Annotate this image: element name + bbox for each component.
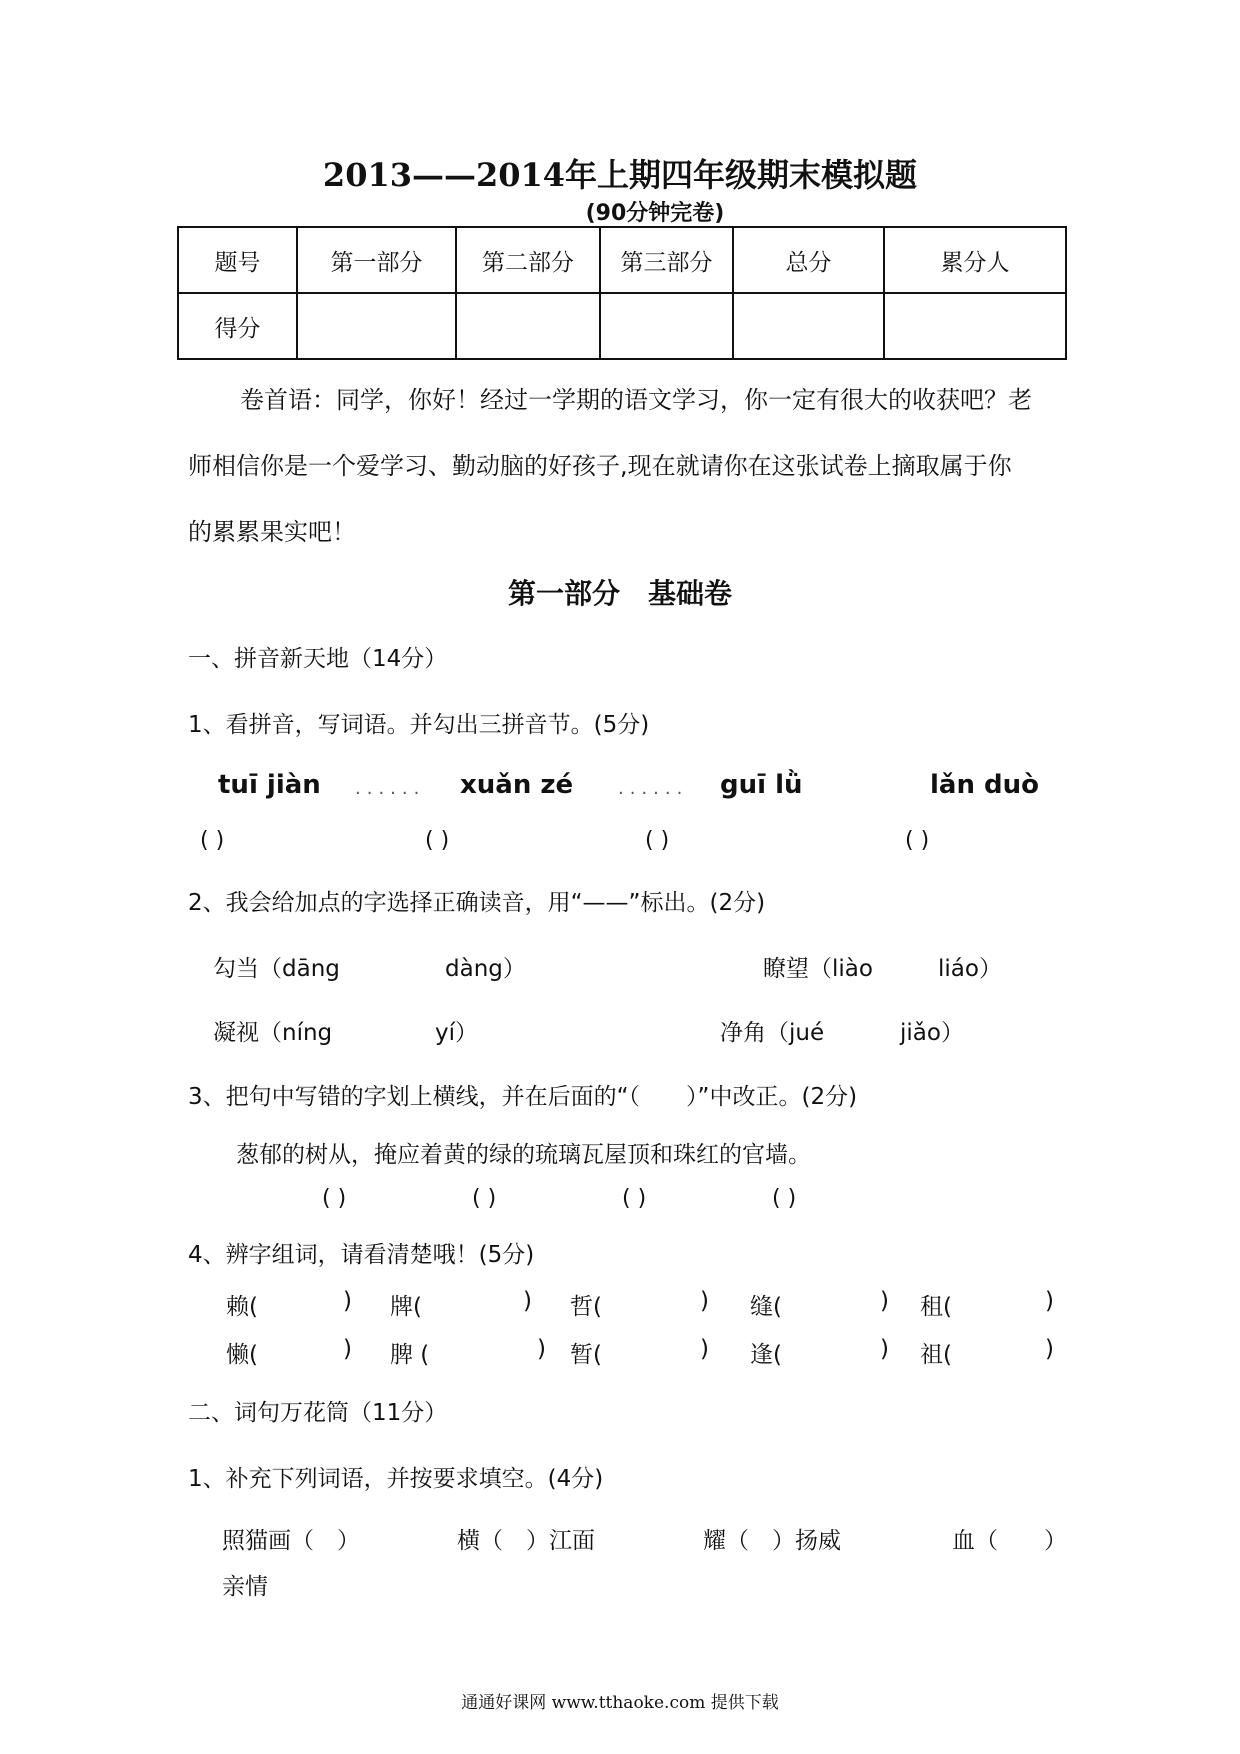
q1-text: 1、看拼音，写词语。并勾出三拼音节。(5分)	[188, 712, 650, 738]
q2-item-3: 凝视（níng	[213, 1020, 333, 1046]
q4-char: 暂(	[570, 1342, 602, 1368]
s2-q1-item: 照猫画（ ）	[222, 1528, 360, 1554]
answer-blank[interactable]: ( )	[622, 1186, 647, 1211]
dots-2: ......	[618, 778, 689, 799]
s2-q1-text: 1、补充下列词语，并按要求填空。(4分)	[188, 1466, 604, 1492]
q4-char: 哲(	[570, 1294, 602, 1320]
q3-text: 3、把句中写错的字划上横线，并在后面的“（ ）”中改正。(2分)	[188, 1084, 858, 1110]
q2-text: 2、我会给加点的字选择正确读音，用“——”标出。(2分)	[188, 890, 766, 916]
pinyin-1: tuī jiàn	[218, 770, 321, 800]
q4-char: 牌(	[390, 1294, 422, 1320]
score-table-score-row	[178, 293, 1066, 359]
q4-char: 祖(	[920, 1342, 952, 1368]
score-header-cell: 题号	[178, 227, 297, 293]
q2-item-2: 瞭望（liào	[763, 956, 873, 982]
score-header-cell: 累分人	[884, 227, 1066, 293]
intro-line-1: 卷首语：同学，你好！经过一学期的语文学习，你一定有很大的收获吧？老	[240, 386, 1032, 414]
q4-close: )	[343, 1336, 352, 1362]
q4-close: )	[523, 1288, 532, 1314]
q4-close: )	[700, 1336, 709, 1362]
answer-blank[interactable]: ( )	[472, 1186, 497, 1211]
footer-credit: 通通好课网 www.tthaoke.com 提供下载	[461, 1693, 779, 1713]
s2-q1-item: 耀（ ）扬威	[703, 1528, 841, 1554]
q4-char: 缝(	[750, 1294, 782, 1320]
score-header-cell: 第二部分	[456, 227, 600, 293]
score-cell[interactable]	[884, 293, 1066, 359]
q4-char: 脾 (	[390, 1342, 430, 1368]
q2-item-4: 净角（jué	[720, 1020, 825, 1046]
score-cell[interactable]	[456, 293, 600, 359]
q4-close: )	[880, 1336, 889, 1362]
q4-char: 逢(	[750, 1342, 782, 1368]
q2-item-1-alt[interactable]: dàng）	[445, 956, 526, 982]
score-cell[interactable]	[297, 293, 456, 359]
q4-close: )	[1045, 1336, 1054, 1362]
q4-close: )	[880, 1288, 889, 1314]
intro-line-3: 的累累果实吧！	[188, 518, 356, 546]
score-cell[interactable]	[733, 293, 884, 359]
q2-item-2-alt[interactable]: liáo）	[938, 956, 1002, 982]
section1-heading: 一、拼音新天地（14分）	[188, 646, 448, 672]
score-header-cell: 第三部分	[600, 227, 733, 293]
exam-title: 2013——2014年上期四年级期末模拟题	[322, 156, 918, 194]
q4-text: 4、辨字组词，请看清楚哦！(5分)	[188, 1242, 535, 1268]
q4-char: 租(	[920, 1294, 952, 1320]
q2-item-3-alt[interactable]: yí）	[435, 1020, 479, 1046]
score-table-header-row	[178, 227, 1066, 293]
q4-close: )	[700, 1288, 709, 1314]
pinyin-3: guī lǜ	[720, 770, 803, 800]
intro-line-2: 师相信你是一个爱学习、勤动脑的好孩子,现在就请你在这张试卷上摘取属于你	[188, 452, 1012, 480]
q4-char: 懒(	[226, 1342, 258, 1368]
q3-sentence: 葱郁的树从，掩应着黄的绿的琉璃瓦屋顶和珠红的官墙。	[236, 1142, 811, 1168]
s2-q1-item: 横（ ）江面	[457, 1528, 595, 1554]
s2-q1-tail: 亲情	[222, 1574, 268, 1600]
answer-blank[interactable]: ( )	[200, 828, 225, 853]
score-header-cell: 总分	[733, 227, 884, 293]
q4-close: )	[537, 1336, 546, 1362]
s2-q1-item: 血（ ）	[952, 1528, 1067, 1554]
score-header-cell: 第一部分	[297, 227, 456, 293]
answer-blank[interactable]: ( )	[645, 828, 670, 853]
section2-heading: 二、词句万花筒（11分）	[188, 1400, 448, 1426]
exam-subtitle: (90分钟完卷)	[585, 201, 725, 226]
pinyin-2: xuǎn zé	[460, 770, 574, 800]
part1-title: 第一部分 基础卷	[507, 577, 732, 610]
answer-blank[interactable]: ( )	[772, 1186, 797, 1211]
answer-blank[interactable]: ( )	[905, 828, 930, 853]
score-row-label: 得分	[178, 293, 297, 359]
q2-item-4-alt[interactable]: jiǎo）	[900, 1020, 964, 1046]
score-cell[interactable]	[600, 293, 733, 359]
q2-item-1: 勾当（dāng	[213, 956, 340, 982]
q4-close: )	[1045, 1288, 1054, 1314]
q4-char: 赖(	[226, 1294, 258, 1320]
answer-blank[interactable]: ( )	[322, 1186, 347, 1211]
answer-blank[interactable]: ( )	[425, 828, 450, 853]
score-table	[177, 226, 1067, 360]
q4-close: )	[343, 1288, 352, 1314]
pinyin-4: lǎn duò	[930, 770, 1040, 800]
dots-1: ......	[355, 778, 426, 799]
